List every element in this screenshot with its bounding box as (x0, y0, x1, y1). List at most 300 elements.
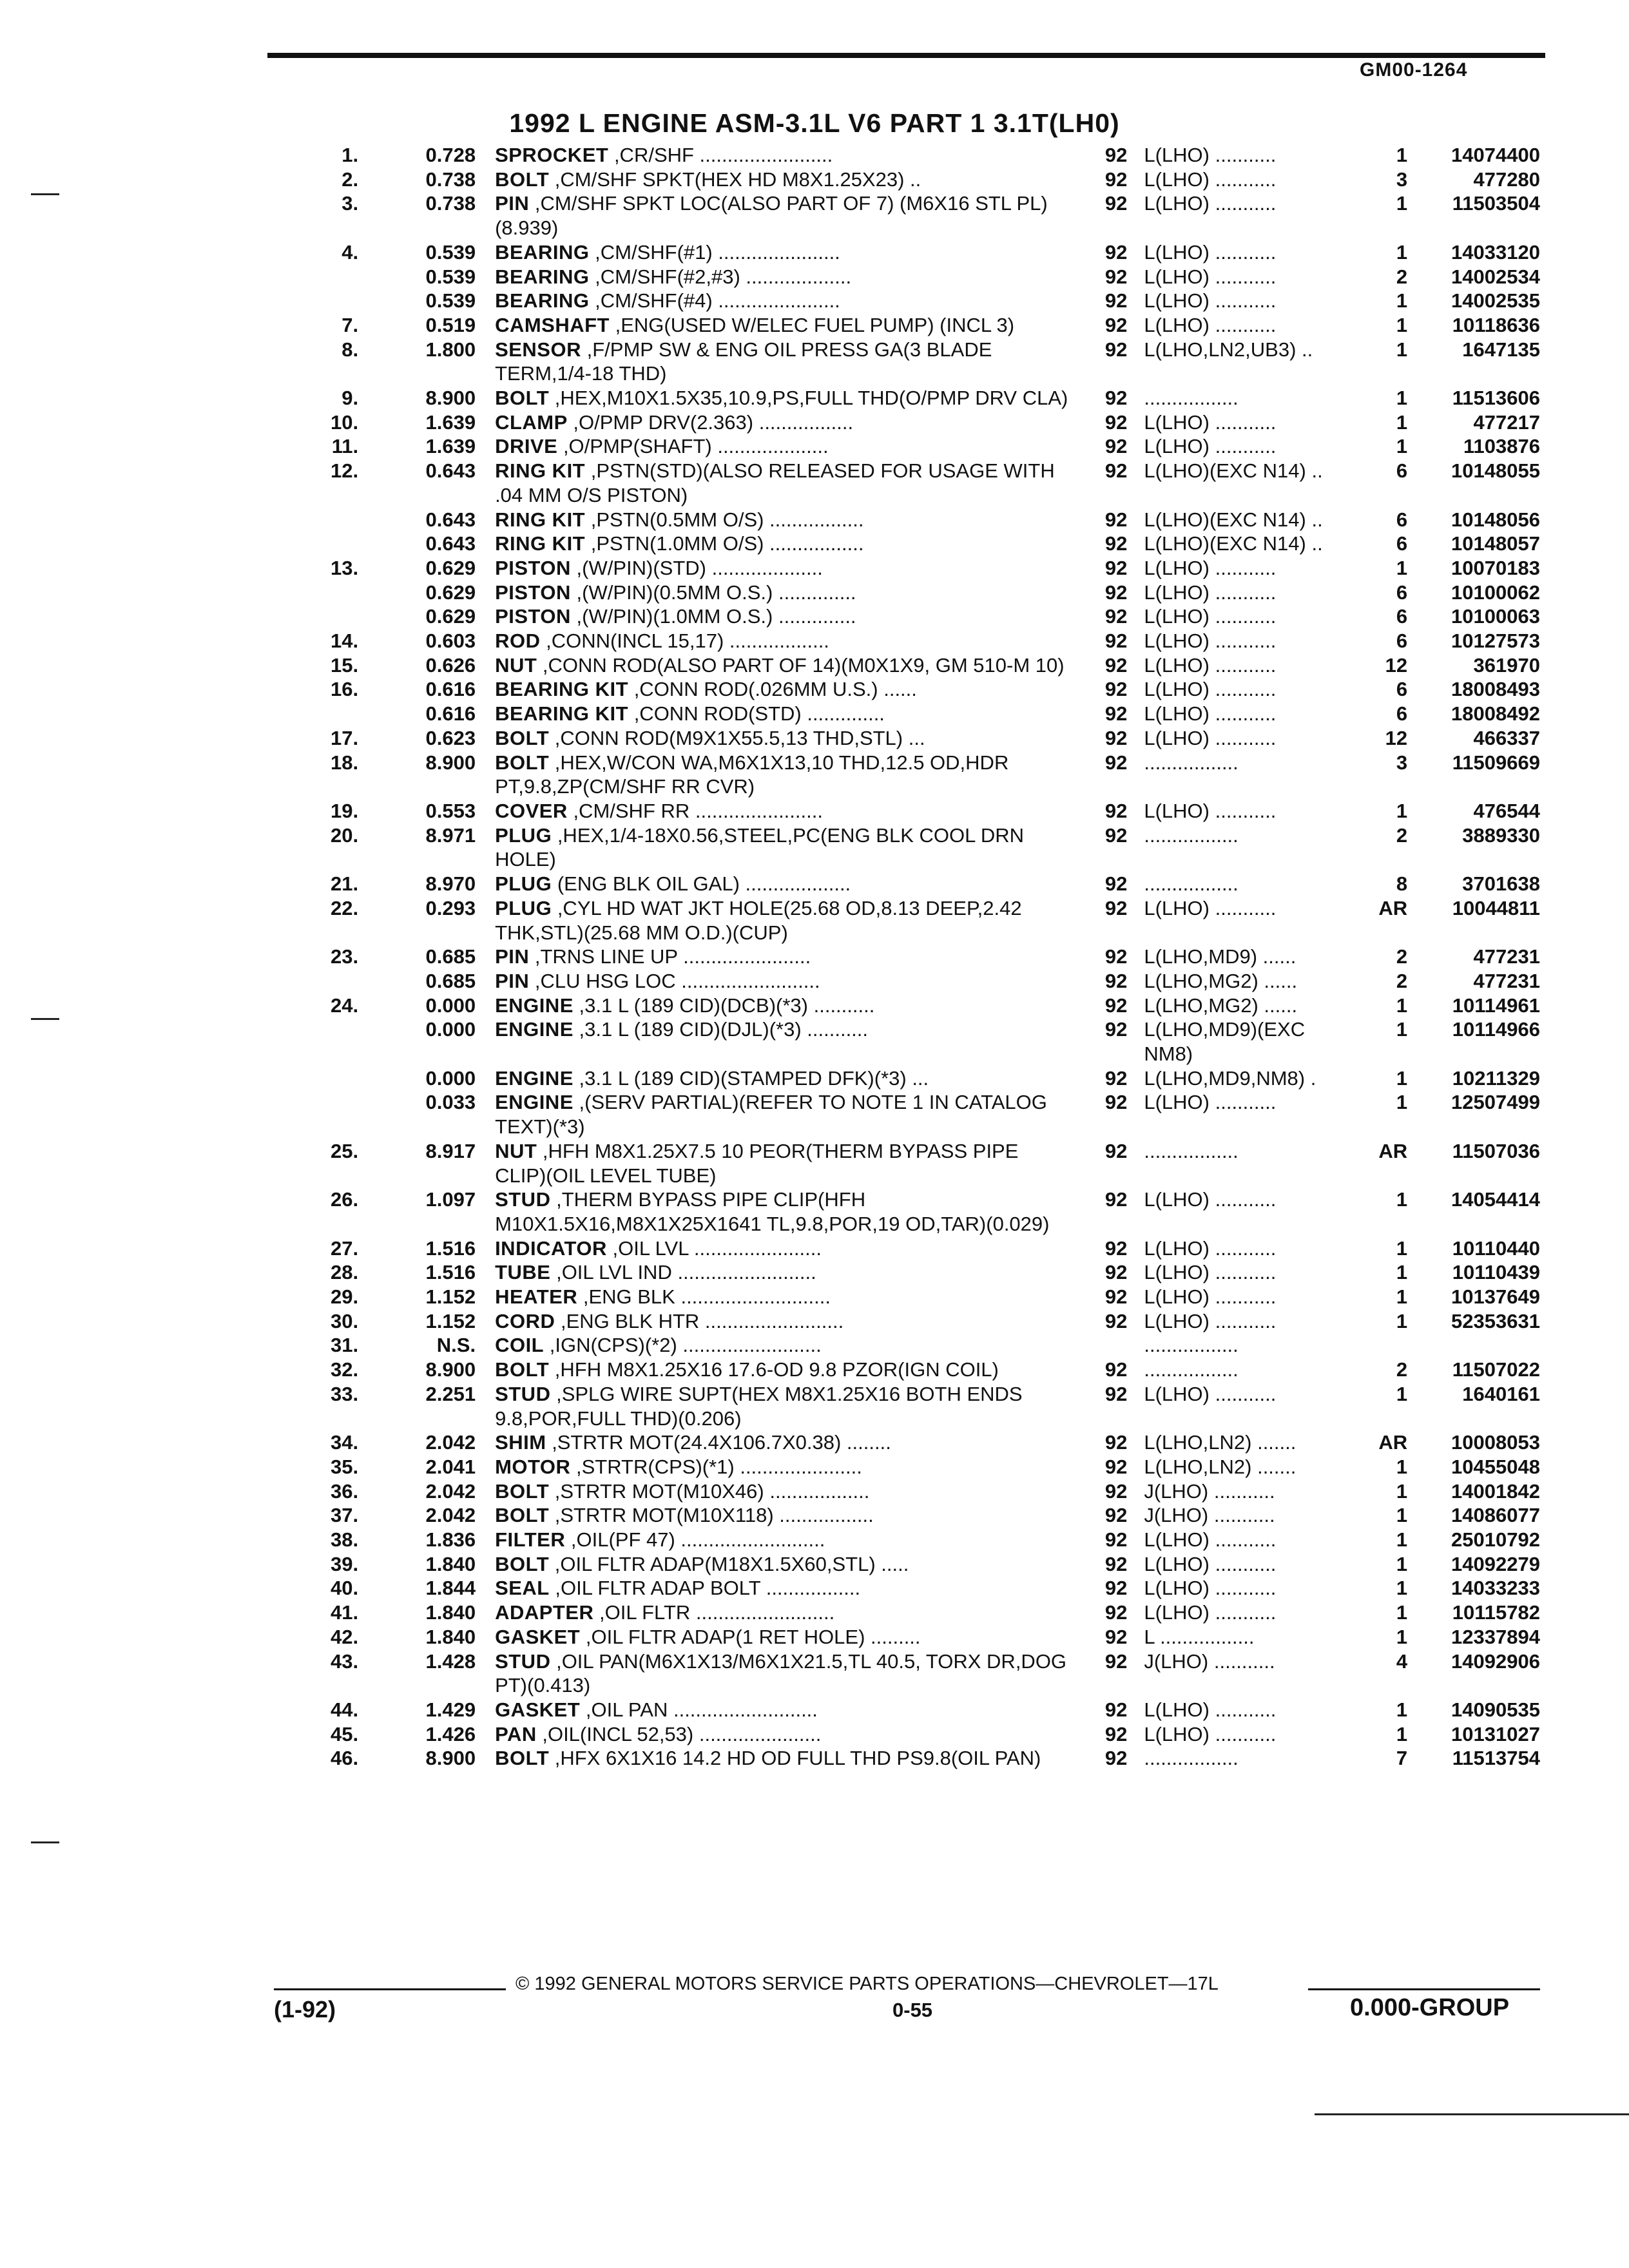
part-description (476, 896, 1072, 945)
part-number: 10110440 (1452, 1236, 1540, 1260)
group-number: 0.623 (425, 726, 476, 749)
part-number: 52353631 (1451, 1309, 1540, 1332)
part-row (303, 677, 1540, 702)
part-row (303, 1358, 1540, 1382)
part-spec: ,PSTN(STD)(ALSO RELEASED FOR USAGE WITH .04 MM O/S PISTON) (495, 459, 1055, 506)
model-year: 92 (1104, 629, 1128, 653)
top-rule (267, 53, 1545, 58)
part-description (476, 799, 1072, 823)
part-number: 10127573 (1451, 629, 1540, 653)
model-year: 92 (1104, 1504, 1128, 1527)
part-description (476, 410, 1072, 435)
group-number: 8.900 (425, 751, 476, 774)
part-name: STUD (495, 1188, 551, 1211)
quantity: 1 (1396, 1188, 1408, 1211)
part-description (476, 508, 1072, 532)
quantity: 8 (1396, 872, 1408, 896)
quantity: 1 (1396, 387, 1408, 410)
part-name: ROD (495, 629, 541, 653)
part-row (303, 653, 1540, 678)
part-name: ENGINE (495, 1066, 574, 1090)
part-description (476, 629, 1072, 653)
part-row (303, 1430, 1540, 1455)
item-number: 22. (331, 896, 359, 919)
part-number: 18008492 (1451, 702, 1540, 726)
model-usage: ................. (1144, 1747, 1239, 1770)
quantity: 1 (1396, 1091, 1408, 1114)
quantity: 7 (1396, 1747, 1408, 1770)
part-spec: ,STRTR MOT(M10X46) .................. (554, 1479, 870, 1503)
part-description (476, 823, 1072, 872)
part-row (303, 240, 1540, 265)
model-year: 92 (1104, 581, 1128, 604)
model-usage: L(LHO) ........... (1144, 605, 1277, 628)
part-spec: ,OIL FLTR ADAP(M18X1.5X60,STL) ..... (554, 1552, 909, 1575)
model-year: 92 (1104, 410, 1128, 434)
part-number: 11513754 (1452, 1747, 1540, 1770)
part-name: FILTER (495, 1528, 566, 1552)
part-name: BOLT (495, 1747, 550, 1770)
part-number: 10211329 (1452, 1066, 1540, 1090)
part-spec: ,CR/SHF ........................ (613, 144, 833, 166)
part-name: BEARING KIT (495, 678, 629, 701)
item-number: 42. (331, 1625, 359, 1648)
part-spec: ,STRTR MOT(M10X118) ................. (554, 1504, 874, 1527)
part-name: BEARING (495, 240, 590, 264)
model-year: 92 (1104, 1479, 1128, 1503)
part-row (303, 726, 1540, 751)
part-number: 11513606 (1452, 387, 1540, 410)
model-usage: L(LHO) ........... (1144, 168, 1277, 191)
part-spec: ,O/PMP(SHAFT) .................... (563, 435, 829, 458)
model-year: 92 (1104, 872, 1128, 896)
model-usage: L(LHO) ........... (1144, 1698, 1277, 1721)
model-year: 92 (1104, 1188, 1128, 1211)
model-usage: L(LHO)(EXC N14) .. (1144, 508, 1323, 531)
part-description (476, 1382, 1072, 1430)
part-spec: ,SPLG WIRE SUPT(HEX M8X1.25X16 BOTH ENDS 9.8,POR,FULL THD)(0.206) (495, 1382, 1023, 1430)
part-row (303, 1333, 1540, 1358)
part-number: 14092279 (1451, 1552, 1540, 1575)
model-year: 92 (1104, 969, 1128, 992)
item-number: 35. (331, 1455, 359, 1478)
part-row (303, 823, 1540, 872)
part-name: STUD (495, 1649, 551, 1673)
model-year: 92 (1104, 1455, 1128, 1478)
part-number: 3701638 (1462, 872, 1540, 896)
part-number: 466337 (1473, 726, 1540, 749)
part-row (303, 1649, 1540, 1698)
part-spec: ,HEX,1/4-18X0.56,STEEL,PC(ENG BLK COOL DRN HOLE) (495, 823, 1024, 871)
quantity: 1 (1396, 240, 1408, 264)
group-number: 0.539 (425, 240, 476, 264)
model-usage: L(LHO) ........... (1144, 1577, 1277, 1600)
part-description (476, 1479, 1072, 1504)
part-spec: ,3.1 L (189 CID)(DCB)(*3) ........... (579, 994, 875, 1017)
part-row (303, 1066, 1540, 1091)
part-number: 1640161 (1462, 1382, 1540, 1405)
part-row (303, 532, 1540, 556)
part-spec: ,PSTN(1.0MM O/S) ................. (590, 532, 864, 555)
part-row (303, 556, 1540, 581)
part-number: 14001842 (1451, 1479, 1540, 1503)
group-number: 8.971 (425, 823, 476, 847)
item-number: 12. (331, 459, 359, 483)
part-name: INDICATOR (495, 1236, 607, 1260)
group-number: 1.428 (425, 1649, 476, 1673)
item-number: 16. (331, 678, 359, 701)
part-description (476, 1746, 1072, 1771)
group-number: 8.917 (425, 1139, 476, 1162)
part-name: PIN (495, 969, 530, 992)
group-number: 0.603 (425, 629, 476, 653)
model-usage: L(LHO,LN2) ....... (1144, 1455, 1296, 1478)
group-number: 2.041 (425, 1455, 476, 1478)
part-row (303, 1479, 1540, 1504)
part-name: HEATER (495, 1285, 578, 1309)
part-spec: ,CONN ROD(STD) .............. (633, 702, 885, 726)
group-number: 1.844 (425, 1577, 476, 1600)
group-number: 0.519 (425, 313, 476, 336)
model-usage: ................. (1144, 751, 1239, 774)
part-spec: ,HEX,W/CON WA,M6X1X13,10 THD,12.5 OD,HDR PT,9.8,ZP(CM/SHF RR CVR) (495, 751, 1009, 798)
part-description (476, 1576, 1072, 1600)
item-number: 36. (331, 1479, 359, 1503)
group-number: 0.643 (425, 508, 476, 531)
model-year: 92 (1104, 435, 1128, 458)
quantity: 1 (1396, 435, 1408, 458)
part-spec: ,(SERV PARTIAL)(REFER TO NOTE 1 IN CATALOG TEXT)(*3) (495, 1091, 1047, 1139)
model-usage: ................. (1144, 823, 1239, 847)
part-name: PLUG (495, 896, 552, 919)
group-number: 2.042 (425, 1479, 476, 1503)
group-number: 0.685 (425, 969, 476, 992)
model-usage: J(LHO) ........... (1144, 1504, 1275, 1527)
part-row (303, 1455, 1540, 1479)
model-usage: L(LHO) ........... (1144, 1091, 1277, 1114)
part-name: BOLT (495, 1479, 550, 1503)
quantity: AR (1378, 1431, 1408, 1454)
model-usage: L(LHO) ........... (1144, 1309, 1277, 1332)
part-row (303, 386, 1540, 410)
part-row (303, 191, 1540, 240)
part-row (303, 1236, 1540, 1261)
item-number: 2. (342, 168, 359, 191)
part-description (476, 1260, 1072, 1285)
part-spec: ,OIL(PF 47) .......................... (570, 1528, 825, 1552)
part-description (476, 1333, 1072, 1358)
group-number: 0.553 (425, 799, 476, 822)
part-description (476, 1722, 1072, 1747)
model-year: 92 (1104, 799, 1128, 822)
part-name: PLUG (495, 872, 552, 896)
part-spec: ,OIL(INCL 52,53) ...................... (542, 1722, 822, 1745)
item-number: 13. (331, 556, 359, 579)
part-name: TUBE (495, 1261, 551, 1284)
part-number: 477231 (1473, 969, 1540, 992)
item-number: 24. (331, 994, 359, 1017)
model-usage: L(LHO) ........... (1144, 1382, 1277, 1405)
binder-mark (31, 1841, 59, 1843)
part-description (476, 313, 1072, 338)
part-description (476, 191, 1072, 240)
part-spec: (ENG BLK OIL GAL) ................... (557, 872, 851, 896)
part-row (303, 1625, 1540, 1649)
part-description (476, 1430, 1072, 1455)
part-description (476, 265, 1072, 289)
model-usage: L(LHO,MD9,NM8) . (1144, 1066, 1316, 1090)
part-number: 10118636 (1452, 313, 1540, 336)
model-usage: L(LHO) ........... (1144, 410, 1277, 434)
model-year: 92 (1104, 702, 1128, 726)
model-year: 92 (1104, 823, 1128, 847)
part-number: 14074400 (1451, 144, 1540, 166)
group-number: 8.900 (425, 387, 476, 410)
model-usage: L(LHO) ........... (1144, 1528, 1277, 1552)
part-description (476, 945, 1072, 969)
part-row (303, 945, 1540, 969)
part-row (303, 1503, 1540, 1528)
model-year: 92 (1104, 1358, 1128, 1381)
part-name: CAMSHAFT (495, 313, 610, 336)
part-number: 14054414 (1451, 1188, 1540, 1211)
part-name: NUT (495, 653, 537, 677)
part-row (303, 896, 1540, 945)
group-number: 0.539 (425, 289, 476, 312)
model-year: 92 (1104, 945, 1128, 968)
item-number: 19. (331, 799, 359, 822)
model-usage: L(LHO,LN2) ....... (1144, 1431, 1296, 1454)
parts-list (303, 143, 1540, 1771)
quantity: 1 (1396, 1552, 1408, 1575)
model-year: 92 (1104, 1528, 1128, 1552)
part-spec: ,OIL PAN .......................... (585, 1698, 818, 1721)
part-row (303, 1552, 1540, 1577)
group-number: 0.626 (425, 653, 476, 677)
part-spec: ,HEX,M10X1.5X35,10.9,PS,FULL THD(O/PMP DRV CLA) (554, 387, 1068, 410)
item-number: 7. (342, 313, 359, 336)
part-number: 14033120 (1451, 240, 1540, 264)
part-number: 10137649 (1451, 1285, 1540, 1309)
item-number: 33. (331, 1382, 359, 1405)
part-spec: ,OIL FLTR ADAP BOLT ................. (555, 1577, 861, 1600)
item-number: 1. (342, 144, 359, 166)
item-number: 39. (331, 1552, 359, 1575)
part-description (476, 556, 1072, 581)
model-year: 92 (1104, 726, 1128, 749)
model-usage: L ................. (1144, 1625, 1255, 1648)
group-number: 0.728 (425, 144, 476, 166)
part-spec: ,THERM BYPASS PIPE CLIP(HFH M10X1.5X16,M8X1X25X1641 TL,9.8,POR,19 OD,TAR)(0.029) (495, 1188, 1050, 1235)
part-description (476, 751, 1072, 799)
part-number: 12337894 (1451, 1625, 1540, 1648)
item-number: 41. (331, 1601, 359, 1624)
model-usage: L(LHO,MD9) ...... (1144, 945, 1296, 968)
item-number: 45. (331, 1722, 359, 1745)
part-number: 1103876 (1463, 435, 1540, 458)
group-number: 0.629 (425, 581, 476, 604)
binder-mark (31, 193, 59, 195)
item-number: 18. (331, 751, 359, 774)
model-year: 92 (1104, 192, 1128, 215)
model-year: 92 (1104, 1018, 1128, 1041)
quantity: 1 (1396, 338, 1408, 361)
part-description (476, 1455, 1072, 1479)
quantity: 6 (1396, 532, 1408, 555)
part-number: 10115782 (1452, 1601, 1540, 1624)
model-usage: L(LHO,MG2) ...... (1144, 969, 1298, 992)
part-name: PISTON (495, 556, 571, 579)
model-year: 92 (1104, 605, 1128, 628)
part-row (303, 1285, 1540, 1309)
item-number: 17. (331, 726, 359, 749)
document-id: GM00-1264 (1360, 59, 1468, 81)
quantity: 6 (1396, 678, 1408, 701)
quantity: 1 (1396, 1382, 1408, 1405)
part-name: ENGINE (495, 994, 574, 1017)
group-number: N.S. (436, 1334, 476, 1357)
edge-rule (1315, 2113, 1629, 2115)
quantity: 1 (1396, 1722, 1408, 1745)
part-name: PLUG (495, 823, 552, 847)
group-number: 2.042 (425, 1431, 476, 1454)
footer-rule-right (1308, 1988, 1540, 1990)
part-description (476, 1309, 1072, 1334)
part-row (303, 1528, 1540, 1552)
part-row (303, 508, 1540, 532)
group-number: 1.152 (425, 1285, 476, 1309)
model-year: 92 (1104, 289, 1128, 312)
part-number: 11503504 (1452, 192, 1540, 215)
part-row (303, 1722, 1540, 1747)
part-number: 10008053 (1451, 1431, 1540, 1454)
group-number: 0.033 (425, 1091, 476, 1114)
item-number: 44. (331, 1698, 359, 1721)
model-year: 92 (1104, 1382, 1128, 1405)
part-description (476, 532, 1072, 556)
part-spec: ,OIL LVL ....................... (612, 1236, 822, 1260)
model-year: 92 (1104, 1139, 1128, 1162)
quantity: 1 (1396, 1309, 1408, 1332)
model-year: 92 (1104, 678, 1128, 701)
part-row (303, 313, 1540, 338)
item-number: 3. (342, 192, 359, 215)
group-number: 0.685 (425, 945, 476, 968)
model-year: 92 (1104, 459, 1128, 483)
group-number: 0.629 (425, 556, 476, 579)
group-number: 1.426 (425, 1722, 476, 1745)
part-number: 10131027 (1451, 1722, 1540, 1745)
part-description (476, 338, 1072, 386)
part-row (303, 1187, 1540, 1236)
part-description (476, 1552, 1072, 1577)
group-number: 0.539 (425, 265, 476, 288)
part-number: 18008493 (1451, 678, 1540, 701)
model-year: 92 (1104, 168, 1128, 191)
item-number: 46. (331, 1747, 359, 1770)
model-usage: L(LHO) ........... (1144, 896, 1277, 919)
part-row (303, 1382, 1540, 1430)
part-spec: ,IGN(CPS)(*2) ......................... (549, 1334, 822, 1357)
part-spec: ,HFH M8X1.25X7.5 10 PEOR(THERM BYPASS PIPE CLIP)(OIL LEVEL TUBE) (495, 1139, 1019, 1187)
model-usage: L(LHO) ........... (1144, 1188, 1277, 1211)
part-description (476, 168, 1072, 192)
group-number: 1.639 (425, 435, 476, 458)
part-name: SPROCKET (495, 144, 609, 166)
model-usage: ................. (1144, 1139, 1239, 1162)
model-year: 92 (1104, 1577, 1128, 1600)
part-number: 477217 (1473, 410, 1540, 434)
part-number: 3889330 (1462, 823, 1540, 847)
model-year: 92 (1104, 556, 1128, 579)
quantity: 12 (1385, 653, 1408, 677)
part-description (476, 1358, 1072, 1382)
quantity: 1 (1396, 1528, 1408, 1552)
part-row (303, 1260, 1540, 1285)
quantity: 1 (1396, 144, 1408, 166)
part-number: 1647135 (1462, 338, 1540, 361)
page-title: 1992 L ENGINE ASM-3.1L V6 PART 1 3.1T(LH0) (509, 108, 1120, 138)
quantity: 1 (1396, 1479, 1408, 1503)
model-year: 92 (1104, 508, 1128, 531)
part-spec: ,CONN ROD(.026MM U.S.) ...... (633, 678, 917, 701)
part-row (303, 1698, 1540, 1722)
part-row (303, 338, 1540, 386)
quantity: 6 (1396, 459, 1408, 483)
part-spec: ,ENG(USED W/ELEC FUEL PUMP) (INCL 3) (615, 313, 1015, 336)
model-usage: J(LHO) ........... (1144, 1479, 1275, 1503)
part-row (303, 994, 1540, 1018)
model-usage: ................. (1144, 872, 1239, 896)
group-number: 1.516 (425, 1261, 476, 1284)
quantity: 6 (1396, 581, 1408, 604)
part-row (303, 459, 1540, 507)
model-usage: L(LHO) ........... (1144, 1601, 1277, 1624)
part-row (303, 410, 1540, 435)
model-usage: L(LHO) ........... (1144, 265, 1277, 288)
part-name: BOLT (495, 751, 550, 774)
part-name: STUD (495, 1382, 551, 1405)
part-name: BOLT (495, 726, 550, 749)
quantity: 1 (1396, 556, 1408, 579)
group-number: 1.097 (425, 1188, 476, 1211)
part-name: COVER (495, 799, 568, 822)
quantity: 3 (1396, 168, 1408, 191)
part-row (303, 434, 1540, 459)
group-number: 8.900 (425, 1358, 476, 1381)
quantity: 2 (1396, 1358, 1408, 1381)
model-year: 92 (1104, 1552, 1128, 1575)
part-description (476, 240, 1072, 265)
item-number: 9. (342, 387, 359, 410)
part-description (476, 1285, 1072, 1309)
model-year: 92 (1104, 1066, 1128, 1090)
part-name: BEARING (495, 265, 590, 288)
part-spec: ,CM/SHF(#4) ...................... (595, 289, 840, 312)
part-name: BOLT (495, 1552, 550, 1575)
quantity: 1 (1396, 1601, 1408, 1624)
quantity: 2 (1396, 945, 1408, 968)
item-number: 10. (331, 410, 359, 434)
part-number: 11507036 (1452, 1139, 1540, 1162)
part-spec: ,OIL LVL IND ......................... (556, 1261, 816, 1284)
part-row (303, 872, 1540, 896)
part-number: 14086077 (1451, 1504, 1540, 1527)
part-row (303, 1139, 1540, 1187)
quantity: AR (1378, 896, 1408, 919)
model-usage: L(LHO) ........... (1144, 289, 1277, 312)
part-row (303, 702, 1540, 726)
